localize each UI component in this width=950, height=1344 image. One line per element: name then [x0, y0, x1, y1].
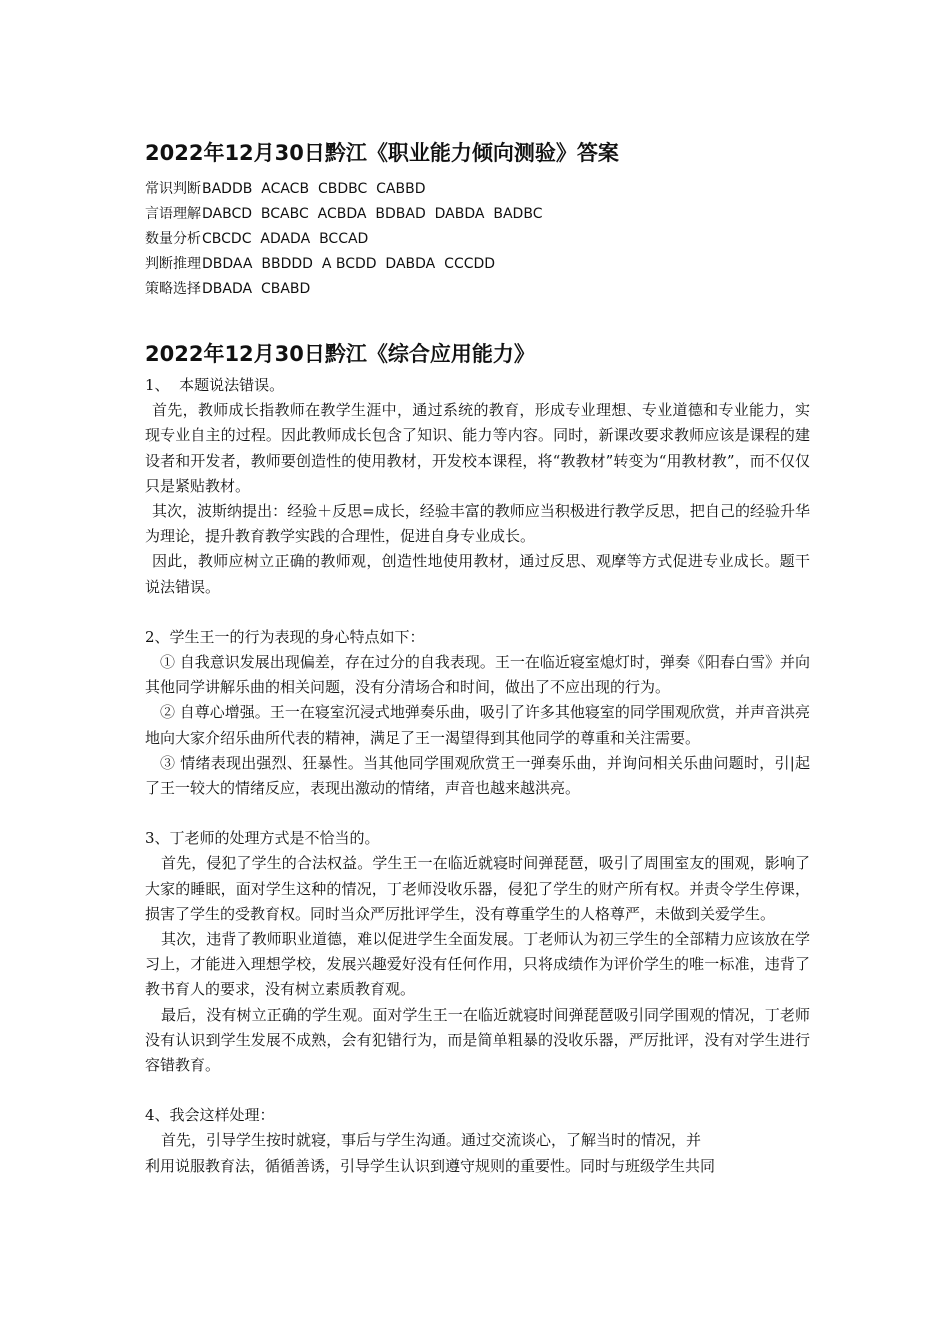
answer-label: 策略选择: [145, 281, 201, 297]
q2-point-3: ③ 情绪表现出强烈、狂暴性。当其他同学围观欣赏王一弹奏乐曲，并询问相关乐曲问题时，引|起了王一较大的情绪反应，表现出激动的情绪，声音也越来越洪亮。: [145, 753, 810, 798]
answer-label: 常识判断: [145, 181, 201, 197]
answer-value: BADDB ACACB CBDBC CABBD: [202, 181, 426, 197]
q3-paragraph-2: 其次，违背了教师职业道德，难以促进学生全面发展。丁老师认为初三学生的全部精力应该放在学习上，才能进入理想学校，发展兴趣爱好没有任何作用，只将成绩作为评价学生的唯一标准，违背了教书育人的要求，没有树立素质教育观。: [145, 930, 810, 999]
q3-heading: 3、丁老师的处理方式是不恰当的。: [145, 829, 380, 848]
title-aptitude-answers: 2022年12月30日黔江《职业能力倾向测验》答案: [145, 141, 619, 165]
answer-value: DABCD BCABC ACBDA BDBAD DABDA BADBC: [202, 206, 543, 222]
answer-label: 数量分析: [145, 231, 201, 247]
q1-heading: 1、 本题说法错误。: [145, 376, 285, 394]
answer-line-quantitative: [145, 228, 368, 248]
q3-paragraph-1: 首先，侵犯了学生的合法权益。学生王一在临近就寝时间弹琵琶，吸引了周围室友的围观，影响了大家的睡眠，面对学生这种的情况，丁老师没收乐器，侵犯了学生的财产所有权。并责令学生停课，损害了学生的受教育权。同时当众严厉批评学生，没有尊重学生的人格尊严，未做到关爱学生。: [145, 854, 810, 923]
answer-line-reasoning: [145, 253, 495, 273]
q1-paragraph-3: 因此，教师应树立正确的教师观，创造性地使用教材，通过反思、观摩等方式促进专业成长。题干说法错误。: [145, 552, 810, 596]
answer-value: DBDAA BBDDD A BCDD DABDA CCCDD: [202, 256, 496, 272]
q3-paragraph-3: 最后，没有树立正确的学生观。面对学生王一在临近就寝时间弹琵琶吸引同学围观的情况，丁老师没有认识到学生发展不成熟，会有犯错行为，而是简单粗暴的没收乐器，严厉批评，没有对学生进行容错教育。: [145, 1005, 810, 1075]
q2-heading: 2、学生王一的行为表现的身心特点如下：: [145, 627, 425, 646]
answer-line-verbal: [145, 203, 542, 223]
answer-line-common-sense: [145, 178, 426, 198]
answer-label: 判断推理: [145, 256, 201, 272]
answer-line-strategy: [145, 278, 310, 298]
answer-value: CBCDC ADADA BCCAD: [202, 231, 369, 247]
answer-value: DBADA CBABD: [202, 281, 311, 297]
q2-point-1: ① 自我意识发展出现偏差，存在过分的自我表现。王一在临近寝室熄灯时，弹奏《阳春白雪》并向其他同学讲解乐曲的相关问题，没有分清场合和时间，做出了不应出现的行为。: [145, 653, 810, 697]
q4-paragraph-line-2: 利用说服教育法，循循善诱，引导学生认识到遵守规则的重要性。同时与班级学生共同: [145, 1156, 716, 1175]
q4-paragraph-line-1: 首先，引导学生按时就寝，事后与学生沟通。通过交流谈心，了解当时的情况，并: [161, 1131, 702, 1150]
q4-heading: 4、我会这样处理：: [145, 1106, 275, 1125]
essay-body: [145, 373, 810, 1179]
q2-point-2: ② 自尊心增强。王一在寝室沉浸式地弹奏乐曲，吸引了许多其他寝室的同学围观欣赏，并声音洪亮地向大家介绍乐曲所代表的精神，满足了王一渴望得到其他同学的尊重和关注需要。: [145, 703, 810, 747]
title-comprehensive: 2022年12月30日黔江《综合应用能力》: [145, 342, 535, 366]
q1-paragraph-2: 其次，波斯纳提出：经验＋反思=成长，经验丰富的教师应当积极进行教学反思，把自己的经验升华为理论，提升教育教学实践的合理性，促进自身专业成长。: [145, 502, 810, 546]
q1-paragraph-1: 首先，教师成长指教师在教学生涯中，通过系统的教育，形成专业理想、专业道德和专业能力，实现专业自主的过程。因此教师成长包含了知识、能力等内容。同时，新课改要求教师应该是课程的建设者和开发者，教师要创造性的使用教材，开发校本课程，将“教教材”转变为“用教材教”，而不仅仅只是紧贴教材。: [145, 401, 810, 495]
answer-label: 言语理解: [145, 206, 201, 222]
